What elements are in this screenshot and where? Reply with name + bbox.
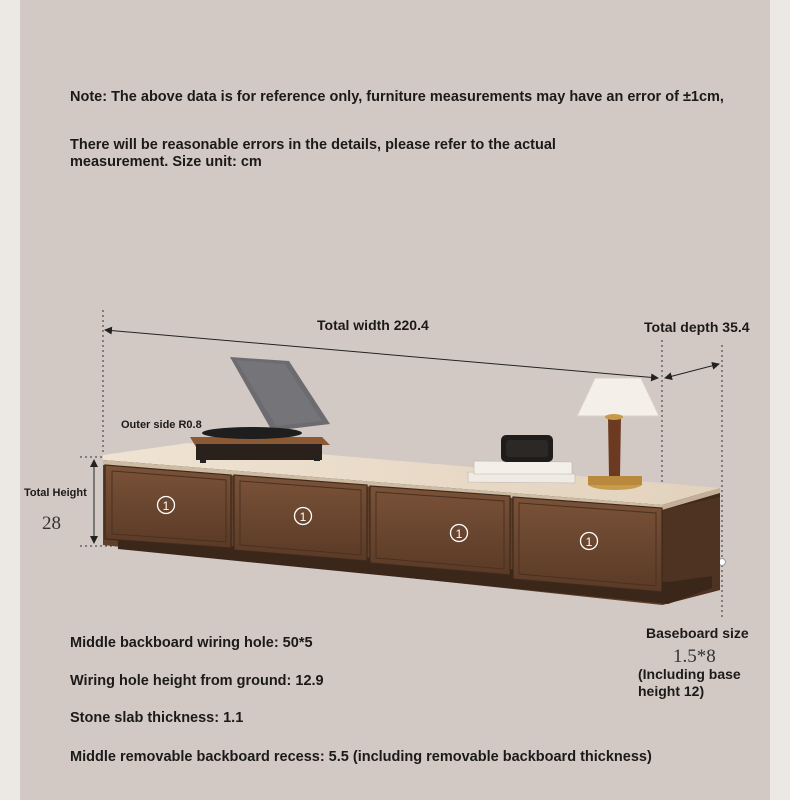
- baseboard-size-label: Baseboard size: [646, 625, 749, 641]
- svg-text:1: 1: [299, 510, 307, 524]
- spec-backboard-recess: Middle removable backboard recess: 5.5 (including removable backboard thickness): [70, 749, 652, 765]
- baseboard-note-line-2: height 12): [638, 683, 705, 699]
- tv-cabinet: [103, 443, 720, 605]
- books-and-speaker-image: [468, 435, 575, 483]
- total-height-label: Total Height: [24, 487, 87, 499]
- outer-side-label: Outer side R0.8: [121, 419, 202, 431]
- svg-text:1: 1: [162, 499, 170, 513]
- table-lamp-image: [577, 378, 659, 490]
- total-width-arrow: [105, 330, 658, 378]
- note-line-3: measurement. Size unit: cm: [70, 154, 262, 170]
- baseboard-size-value: 1.5*8: [673, 646, 716, 667]
- spec-wiring-hole-height: Wiring hole height from ground: 12.9: [70, 673, 324, 689]
- drawer-3: [370, 486, 510, 575]
- svg-text:1: 1: [455, 527, 463, 541]
- spec-wiring-hole: Middle backboard wiring hole: 50*5: [70, 635, 313, 651]
- note-line-2: There will be reasonable errors in the details, please refer to the actual: [70, 137, 556, 153]
- record-player-image: [190, 357, 330, 463]
- spec-stone-slab-thickness: Stone slab thickness: 1.1: [70, 710, 244, 726]
- svg-text:1: 1: [585, 535, 593, 549]
- total-height-value: 28: [42, 513, 61, 534]
- total-width-label: Total width 220.4: [317, 317, 429, 333]
- total-depth-label: Total depth 35.4: [644, 319, 750, 335]
- baseboard-note-line-1: (Including base: [638, 666, 741, 682]
- total-depth-arrow: [665, 364, 719, 378]
- note-line-1: Note: The above data is for reference only, furniture measurements may have an error of ±1cm,: [70, 89, 724, 105]
